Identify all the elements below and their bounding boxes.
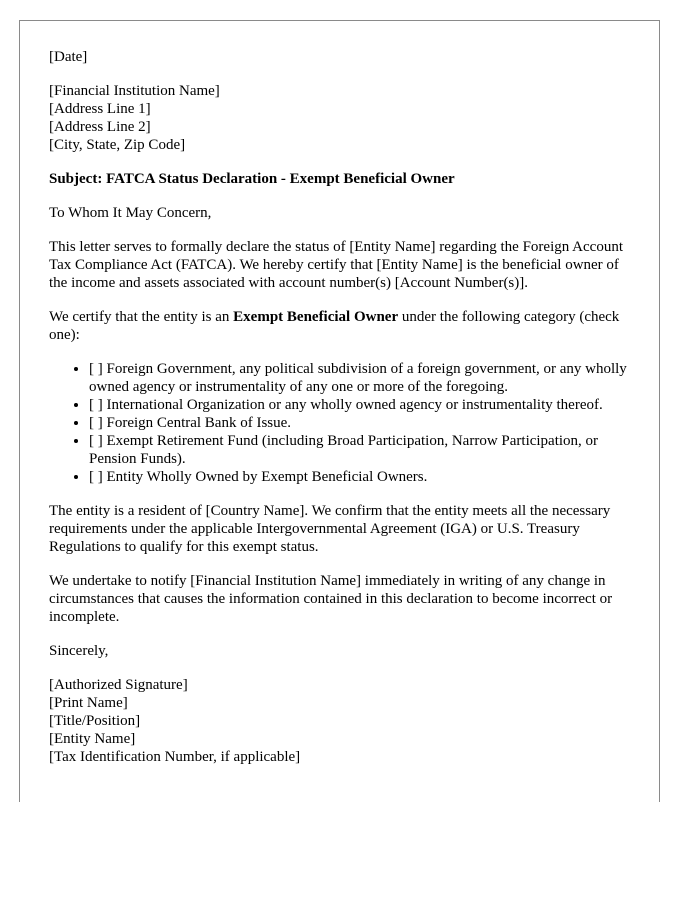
closing: Sincerely, [49,643,109,659]
category-item: • [ ] Foreign Central Bank of Issue. [89,414,649,432]
letter-date: [Date] [49,49,88,65]
signature-block [49,676,659,766]
recipient-address [49,82,659,154]
category-item: • [ ] Entity Wholly Owned by Exempt Beneficial Owners. [89,468,649,486]
category-item: • [ ] Foreign Government, any political subdivision of a foreign government, or any wholly owned agency or instrumentality of any one or more of the foregoing. [89,360,649,396]
title-position: [Title/Position] [49,713,141,729]
city-state-zip: [City, State, Zip Code] [49,137,186,153]
entity-name: [Entity Name] [49,731,136,747]
print-name: [Print Name] [49,695,128,711]
recipient-name: [Financial Institution Name] [49,83,220,99]
certify-text-after: under the following category (check one): [49,309,620,343]
category-list [49,360,649,486]
address-line-1: [Address Line 1] [49,101,151,117]
paragraph-declaration: This letter serves to formally declare the status of [Entity Name] regarding the Foreign Account Tax Compliance Act (FATCA). We hereby certify that [Entity Name] is the beneficial owner of the income and assets associated with account number(s) [Account Number(s)]. [49,239,623,291]
paragraph-certify [49,308,639,344]
letter-subject: Subject: FATCA Status Declaration - Exempt Beneficial Owner [49,171,455,187]
category-item: • [ ] Exempt Retirement Fund (including Broad Participation, Narrow Participation, or Pension Funds). [89,432,649,468]
certify-text-before: We certify that the entity is an [49,309,234,325]
authorized-signature: [Authorized Signature] [49,677,188,693]
letter-page [19,20,660,802]
category-item: • [ ] International Organization or any wholly owned agency or instrumentality thereof. [89,396,649,414]
address-line-2: [Address Line 2] [49,119,151,135]
paragraph-residency: The entity is a resident of [Country Name]. We confirm that the entity meets all the necessary requirements under the applicable Intergovernmental Agreement (IGA) or U.S. Treasury Regulations to qualify for this exempt status. [49,503,611,555]
salutation: To Whom It May Concern, [49,205,212,221]
certify-text-bold: Exempt Beneficial Owner [233,309,399,325]
tax-id: [Tax Identification Number, if applicable] [49,749,301,765]
paragraph-undertaking: We undertake to notify [Financial Institution Name] immediately in writing of any change in circumstances that causes the information contained in this declaration to become incorrect or incomplete. [49,573,613,625]
